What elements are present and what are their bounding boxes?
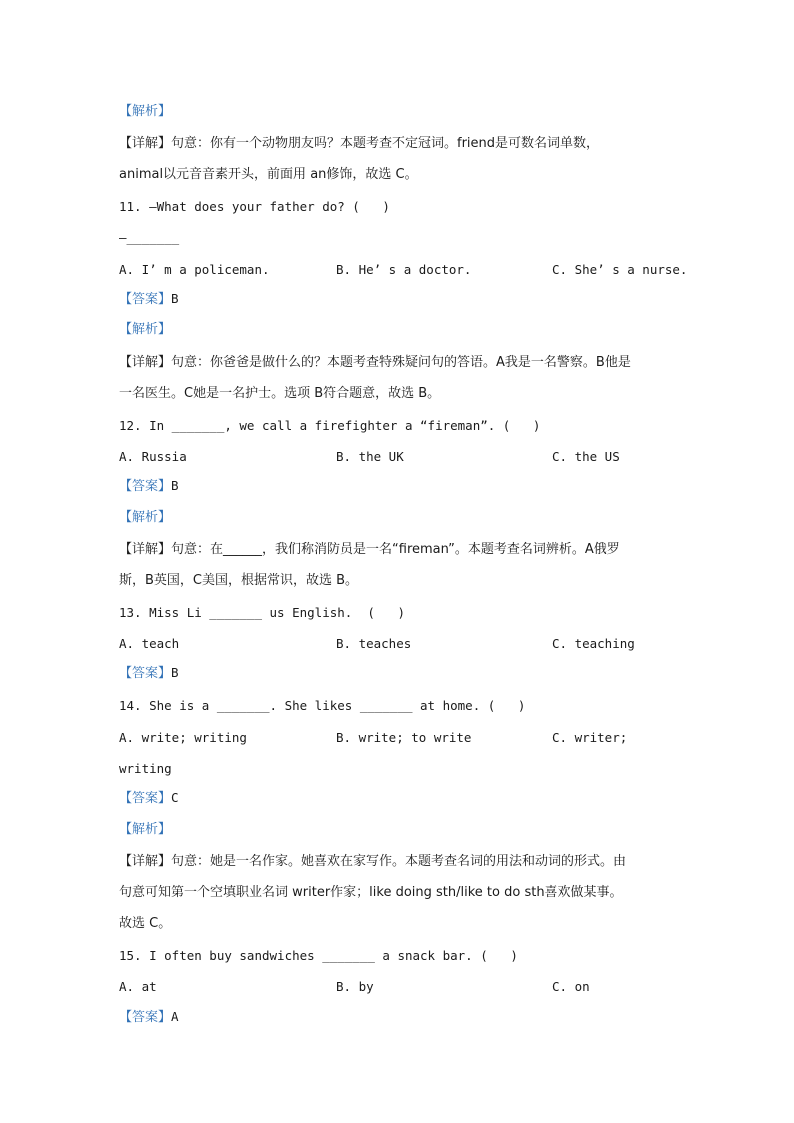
option-c: C. She’ s a nurse.	[552, 262, 688, 277]
answer-value: B	[171, 665, 179, 680]
answer-value: A	[171, 1009, 179, 1024]
answer-tag: 【答案】	[119, 292, 172, 307]
option-c-continued: writing	[119, 761, 172, 776]
question-stem: 12. In _______, we call a firefighter a “fireman”. ( )	[119, 418, 541, 433]
detail-tag: 【详解】	[119, 136, 172, 151]
answer-tag: 【答案】	[119, 666, 172, 681]
answer-value: C	[171, 790, 179, 805]
answer-value: B	[171, 291, 179, 306]
detail-text: animal以元音音素开头，前面用 an修饰，故选 C。	[119, 167, 418, 182]
analysis-tag: 【解析】	[119, 510, 172, 525]
option-c: C. teaching	[552, 636, 635, 651]
answer-tag: 【答案】	[119, 1010, 172, 1025]
detail-paragraph	[119, 134, 599, 153]
detail-tag: 【详解】	[119, 355, 172, 370]
option-a: A. Russia	[119, 449, 187, 464]
detail-tag: 【详解】	[119, 542, 172, 557]
answer-tag: 【答案】	[119, 791, 172, 806]
option-c: C. on	[552, 979, 590, 994]
question-stem: 14. She is a _______. She likes _______ at home. ( )	[119, 698, 526, 713]
option-a: A. write; writing	[119, 730, 247, 745]
detail-text: 斯，B英国，C美国，根据常识，故选 B。	[119, 573, 359, 588]
option-a: A. I’ m a policeman.	[119, 262, 270, 277]
option-b: B. the UK	[336, 449, 404, 464]
option-a: A. at	[119, 979, 157, 994]
answer-line	[119, 789, 179, 808]
question-stem: 11. —What does your father do? ( )	[119, 199, 390, 214]
analysis-tag: 【解析】	[119, 104, 172, 119]
detail-text: 句意：她是一名作家。她喜欢在家写作。本题考查名词的用法和动词的形式。由	[171, 854, 627, 869]
detail-text: 一名医生。C她是一名护士。选项 B符合题意，故选 B。	[119, 386, 441, 401]
answer-line	[119, 664, 179, 683]
answer-value: B	[171, 478, 179, 493]
analysis-tag: 【解析】	[119, 822, 172, 837]
answer-tag: 【答案】	[119, 479, 172, 494]
question-stem: 15. I often buy sandwiches _______ a snack bar. ( )	[119, 948, 518, 963]
option-c: C. the US	[552, 449, 620, 464]
detail-paragraph	[119, 540, 620, 559]
detail-text: 句意：在______，我们称消防员是一名“fireman”。本题考查名词辨析。A俄罗	[171, 542, 620, 557]
answer-blank: —_______	[119, 230, 180, 245]
detail-text: 故选 C。	[119, 916, 172, 931]
option-c: C. writer;	[552, 730, 628, 745]
answer-line	[119, 477, 179, 496]
analysis-tag: 【解析】	[119, 322, 172, 337]
option-b: B. by	[336, 979, 374, 994]
detail-text: 句意：你有一个动物朋友吗？本题考查不定冠词。friend是可数名词单数，	[171, 136, 600, 151]
option-a: A. teach	[119, 636, 180, 651]
option-b: B. teaches	[336, 636, 412, 651]
detail-text: 句意：你爸爸是做什么的？本题考查特殊疑问句的答语。A我是一名警察。B他是	[171, 355, 631, 370]
detail-paragraph	[119, 353, 631, 372]
answer-line	[119, 1008, 179, 1027]
answer-line	[119, 290, 179, 309]
detail-text: 句意可知第一个空填职业名词 writer作家；like doing sth/like to do sth喜欢做某事。	[119, 885, 623, 900]
detail-tag: 【详解】	[119, 854, 172, 869]
option-b: B. He’ s a doctor.	[336, 262, 472, 277]
question-stem: 13. Miss Li _______ us English. ( )	[119, 605, 405, 620]
detail-paragraph	[119, 852, 626, 871]
option-b: B. write; to write	[336, 730, 472, 745]
